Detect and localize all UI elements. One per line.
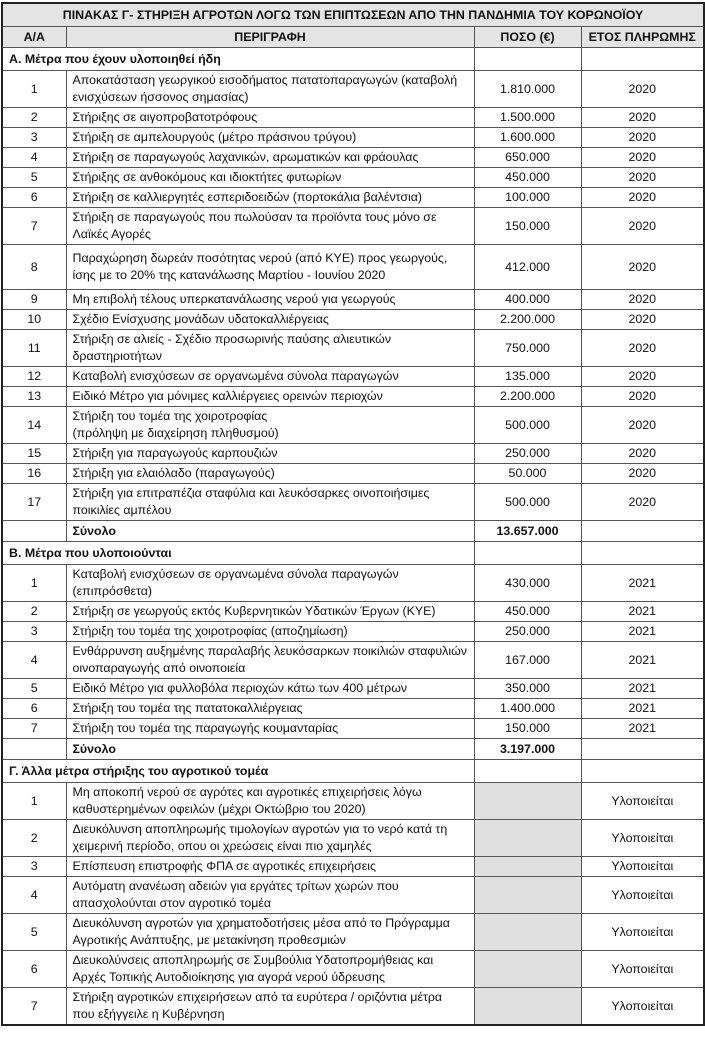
- row-amount: 1.500.000: [474, 108, 581, 128]
- row-amount: 2.200.000: [474, 387, 581, 407]
- table-row: [2, 877, 704, 914]
- row-amount: 1.810.000: [474, 71, 581, 108]
- description-text: Παραχώρηση δωρεάν ποσότητας νερού (από ΚΥΕ) προς γεωργούς, ίσης με το 20% της κατανάλωσης Μαρτίου - Ιουνίου 2020: [72, 251, 448, 282]
- row-description: [66, 820, 474, 857]
- row-number: 5: [2, 679, 66, 699]
- total-amount: 13.657.000: [474, 521, 581, 542]
- row-amount: 500.000: [474, 407, 581, 444]
- description-text: Σχέδιο Ενίσχυσης μονάδων υδατοκαλλιέργειας: [72, 312, 329, 326]
- table-row: [2, 245, 704, 290]
- row-number: 3: [2, 622, 66, 642]
- row-amount: 650.000: [474, 148, 581, 168]
- description-text: Διευκόλυνση αποπληρωμής τιμολογίων αγροτών για το νερό κατά τη χειμερινή περίοδο, οπου οι χρεώσεις είναι πιο χαμηλές: [72, 822, 448, 853]
- row-year: 2021: [581, 602, 704, 622]
- description-text: Στήριξη του τομέα της χοιροτροφίας (αποζημίωση): [72, 624, 348, 638]
- row-description: [66, 877, 474, 914]
- row-number: 1: [2, 565, 66, 602]
- description-text: Μη αποκοπή νερού σε αγρότες και αγροτικές επιχειρήσεις λόγω καθυστερημένων οφειλών (μέχρι Οκτώβριο του 2020): [72, 785, 422, 816]
- row-description: [66, 719, 474, 739]
- row-description: [66, 71, 474, 108]
- row-year: 2021: [581, 679, 704, 699]
- table-row: [2, 290, 704, 310]
- row-number: 17: [2, 484, 66, 521]
- row-year: Υλοποιείται: [581, 877, 704, 914]
- row-year: Υλοποιείται: [581, 820, 704, 857]
- row-amount: 1.400.000: [474, 699, 581, 719]
- table-row: [2, 387, 704, 407]
- row-amount: 150.000: [474, 208, 581, 245]
- table-row: [2, 622, 704, 642]
- row-description: [66, 565, 474, 602]
- row-description: [66, 208, 474, 245]
- row-year: 2020: [581, 245, 704, 290]
- description-text: Διευκολύνσεις αποπληρωμής σε Συμβούλια Υδατοπρομήθειας και Αρχές Τοπικής Αυτοδιοίκησης για αγορά νερού ύδρευσης: [72, 953, 434, 984]
- row-number: 7: [2, 208, 66, 245]
- table-title-row: [2, 3, 704, 27]
- row-description: [66, 407, 474, 444]
- row-amount: 50.000: [474, 464, 581, 484]
- row-amount: 500.000: [474, 484, 581, 521]
- row-amount: 412.000: [474, 245, 581, 290]
- table-row: [2, 699, 704, 719]
- row-description: [66, 290, 474, 310]
- row-number: 6: [2, 188, 66, 208]
- table-row: [2, 108, 704, 128]
- row-description: [66, 988, 474, 1026]
- header-year: ΕΤΟΣ ΠΛΗΡΩΜΗΣ: [581, 27, 704, 48]
- row-amount: 250.000: [474, 444, 581, 464]
- description-text: Στήριξη για επιτραπέζια σταφύλια και λευκόσαρκες οινοποιήσιμες ποικιλίες αμπέλου: [72, 486, 430, 517]
- row-number: 1: [2, 71, 66, 108]
- table-row: [2, 914, 704, 951]
- row-description: [66, 188, 474, 208]
- total-label: Σύνολο: [66, 739, 474, 760]
- row-amount: 2.200.000: [474, 310, 581, 330]
- row-amount: 400.000: [474, 290, 581, 310]
- row-year: 2020: [581, 484, 704, 521]
- row-amount-empty: [474, 951, 581, 988]
- description-text: Αυτόματη ανανέωση αδειών για εργάτες τρίτων χωρών που απασχολούνται στον αγροτικό τομέα: [72, 879, 399, 910]
- description-text: Στήριξη για παραγωγούς καρπουζιών: [72, 446, 278, 460]
- description-text: Καταβολή ενισχύσεων σε οργανωμένα σύνολα παραγωγών (επιπρόσθετα): [72, 567, 399, 598]
- row-number: 9: [2, 290, 66, 310]
- table-row: [2, 407, 704, 444]
- description-text: Μη επιβολή τέλους υπερκατανάλωσης νερού για γεωργούς: [72, 292, 396, 306]
- header-aa: Α/Α: [2, 27, 66, 48]
- header-amount: ΠΟΣΟ (€): [474, 27, 581, 48]
- section-header-row: [2, 542, 704, 565]
- description-text: Επίσπευση επιστροφής ΦΠΑ σε αγροτικές επιχειρήσεις: [72, 859, 377, 873]
- description-text: Στήριξη του τομέα της χοιροτροφίας: [72, 409, 268, 423]
- row-description: [66, 108, 474, 128]
- row-amount: 430.000: [474, 565, 581, 602]
- table-row: [2, 444, 704, 464]
- total-number-empty: [2, 739, 66, 760]
- description-text-line2: (πρόληψη με διαχείρηση πληθυσμού): [72, 426, 279, 440]
- total-year-empty: [581, 521, 704, 542]
- section-title: Γ. Άλλα μέτρα στήριξης του αγροτικού τομέα: [2, 760, 474, 783]
- row-description: [66, 168, 474, 188]
- row-year: 2020: [581, 208, 704, 245]
- row-number: 14: [2, 407, 66, 444]
- table-title: ΠΙΝΑΚΑΣ Γ- ΣΤΗΡΙΞΗ ΑΓΡΟΤΩΝ ΛΟΓΩ ΤΩΝ ΕΠΙΠΤΩΣΕΩΝ ΑΠΟ ΤΗΝ ΠΑΝΔΗΜΙΑ ΤΟΥ ΚΟΡΩΝΟΪΟΥ: [2, 3, 704, 27]
- total-number-empty: [2, 521, 66, 542]
- row-description: [66, 602, 474, 622]
- row-number: 2: [2, 108, 66, 128]
- row-amount: 100.000: [474, 188, 581, 208]
- section-title: Α. Μέτρα που έχουν υλοποιηθεί ήδη: [2, 48, 474, 71]
- description-text: Στήριξη σε παραγωγούς που πωλούσαν τα προϊόντα τους μόνο σε Λαϊκές Αγορές: [72, 210, 437, 241]
- table-row: [2, 642, 704, 679]
- row-number: 15: [2, 444, 66, 464]
- row-description: [66, 914, 474, 951]
- table-row: [2, 857, 704, 877]
- row-number: 6: [2, 951, 66, 988]
- row-number: 13: [2, 387, 66, 407]
- row-amount: 1.600.000: [474, 128, 581, 148]
- row-number: 2: [2, 602, 66, 622]
- row-year: 2021: [581, 565, 704, 602]
- row-year: 2020: [581, 387, 704, 407]
- description-text: Στήριξη του τομέα της παραγωγής κουμανταρίας: [72, 721, 339, 735]
- section-year-empty: [581, 48, 704, 71]
- row-description: [66, 330, 474, 367]
- section-header-row: [2, 760, 704, 783]
- description-text: Ειδικό Μέτρο για φυλλοβόλα περιοχών κάτω των 400 μέτρων: [72, 681, 408, 695]
- row-year: 2020: [581, 330, 704, 367]
- row-number: 6: [2, 699, 66, 719]
- row-number: 16: [2, 464, 66, 484]
- row-number: 1: [2, 783, 66, 820]
- table-row: [2, 464, 704, 484]
- description-text: Στήριξη σε αμπελουργούς (μέτρο πράσινου τρύγου): [72, 130, 357, 144]
- row-description: [66, 245, 474, 290]
- table-row: [2, 484, 704, 521]
- row-amount-empty: [474, 783, 581, 820]
- row-number: 12: [2, 367, 66, 387]
- total-amount: 3.197.000: [474, 739, 581, 760]
- table-row: [2, 988, 704, 1026]
- row-number: 3: [2, 857, 66, 877]
- row-year: 2020: [581, 71, 704, 108]
- row-description: [66, 128, 474, 148]
- table-row: [2, 820, 704, 857]
- row-description: [66, 699, 474, 719]
- row-year: 2020: [581, 367, 704, 387]
- row-number: 7: [2, 988, 66, 1026]
- table-row: [2, 565, 704, 602]
- row-year: 2020: [581, 407, 704, 444]
- table-row: [2, 208, 704, 245]
- description-text: Στήριξη του τομέα της πατατοκαλλιέργειας: [72, 701, 303, 715]
- row-number: 11: [2, 330, 66, 367]
- row-year: Υλοποιείται: [581, 857, 704, 877]
- description-text: Διευκόλυνση αγροτών για χρηματοδοτήσεις μέσα από το Πρόγραμμα Αγροτικής Ανάπτυξης, με μετακίνηση προθεσμιών: [72, 916, 450, 947]
- row-amount: 750.000: [474, 330, 581, 367]
- description-text: Στήριξη σε αλιείς - Σχέδιο προσωρινής παύσης αλιευτικών δραστηριοτήτων: [72, 332, 392, 363]
- row-number: 5: [2, 168, 66, 188]
- row-number: 7: [2, 719, 66, 739]
- description-text: Στήριξη για ελαιόλαδο (παραγωγούς): [72, 466, 275, 480]
- row-amount: 135.000: [474, 367, 581, 387]
- row-description: [66, 484, 474, 521]
- table-row: [2, 951, 704, 988]
- total-label: Σύνολο: [66, 521, 474, 542]
- row-amount: 450.000: [474, 602, 581, 622]
- table-row: [2, 148, 704, 168]
- row-year: 2020: [581, 444, 704, 464]
- description-text: Ενθάρρυνση αυξημένης παραλαβής λευκόσαρκων ποικιλιών σταφυλιών οινοπαραγωγής από οινοποιεία: [72, 644, 467, 675]
- description-text: Ειδικό Μέτρο για μόνιμες καλλιέργειες ορεινών περιοχών: [72, 389, 383, 403]
- row-year: 2020: [581, 148, 704, 168]
- table-row: [2, 310, 704, 330]
- row-year: 2020: [581, 310, 704, 330]
- table-row: [2, 367, 704, 387]
- row-description: [66, 622, 474, 642]
- row-year: Υλοποιείται: [581, 988, 704, 1026]
- section-amount-empty: [474, 48, 581, 71]
- table-row: [2, 602, 704, 622]
- row-description: [66, 444, 474, 464]
- row-amount: 150.000: [474, 719, 581, 739]
- row-year: 2020: [581, 128, 704, 148]
- description-text: Στήριξη σε παραγωγούς λαχανικών, αρωματικών και φράουλας: [72, 150, 419, 164]
- row-year: 2020: [581, 108, 704, 128]
- description-text: Στήριξης σε αιγοπροβατοτρόφους: [72, 110, 258, 124]
- row-number: 4: [2, 642, 66, 679]
- row-description: [66, 310, 474, 330]
- row-year: 2021: [581, 699, 704, 719]
- table-row: [2, 168, 704, 188]
- row-amount: 350.000: [474, 679, 581, 699]
- table-row: [2, 128, 704, 148]
- row-description: [66, 387, 474, 407]
- table-row: [2, 679, 704, 699]
- row-amount: 167.000: [474, 642, 581, 679]
- row-amount: 250.000: [474, 622, 581, 642]
- table-row: [2, 719, 704, 739]
- row-amount-empty: [474, 988, 581, 1026]
- row-number: 10: [2, 310, 66, 330]
- row-amount-empty: [474, 820, 581, 857]
- row-year: 2021: [581, 719, 704, 739]
- row-amount-empty: [474, 914, 581, 951]
- column-header-row: [2, 27, 704, 48]
- row-number: 3: [2, 128, 66, 148]
- table-row: [2, 188, 704, 208]
- description-text: Στήριξη αγροτικών επιχειρήσεων από τα ευρύτερα / οριζόντια μέτρα που εξήγγειλε η Κυβέρνηση: [72, 990, 443, 1021]
- row-year: 2020: [581, 188, 704, 208]
- table-row: [2, 330, 704, 367]
- total-row: [2, 739, 704, 760]
- row-year: 2021: [581, 642, 704, 679]
- row-year: Υλοποιείται: [581, 783, 704, 820]
- row-description: [66, 951, 474, 988]
- row-year: Υλοποιείται: [581, 914, 704, 951]
- row-number: 5: [2, 914, 66, 951]
- header-description: ΠΕΡΙΓΡΑΦΗ: [66, 27, 474, 48]
- support-measures-table: [1, 2, 705, 1026]
- row-amount-empty: [474, 877, 581, 914]
- description-text: Καταβολή ενισχύσεων σε οργανωμένα σύνολα παραγωγών: [72, 369, 399, 383]
- row-description: [66, 679, 474, 699]
- row-description: [66, 642, 474, 679]
- total-row: [2, 521, 704, 542]
- row-number: 4: [2, 877, 66, 914]
- section-year-empty: [581, 760, 704, 783]
- row-year: 2021: [581, 622, 704, 642]
- description-text: Στήριξη σε γεωργούς εκτός Κυβερνητικών Υδατικών Έργων (ΚΥΕ): [72, 604, 436, 618]
- table-row: [2, 71, 704, 108]
- section-year-empty: [581, 542, 704, 565]
- description-text: Στήριξης σε ανθοκόμους και ιδιοκτήτες φυτωρίων: [72, 170, 342, 184]
- row-amount-empty: [474, 857, 581, 877]
- total-year-empty: [581, 739, 704, 760]
- description-text: Αποκατάσταση γεωργικού εισοδήματος πατατοπαραγωγών (καταβολή ενισχύσεων ήσσονος σημασίας): [72, 73, 458, 104]
- row-year: Υλοποιείται: [581, 951, 704, 988]
- row-description: [66, 464, 474, 484]
- row-year: 2020: [581, 464, 704, 484]
- table-row: [2, 783, 704, 820]
- row-number: 2: [2, 820, 66, 857]
- row-description: [66, 148, 474, 168]
- row-number: 4: [2, 148, 66, 168]
- row-year: 2020: [581, 290, 704, 310]
- row-description: [66, 857, 474, 877]
- row-description: [66, 367, 474, 387]
- row-number: 8: [2, 245, 66, 290]
- section-header-row: [2, 48, 704, 71]
- row-year: 2020: [581, 168, 704, 188]
- row-description: [66, 783, 474, 820]
- row-amount: 450.000: [474, 168, 581, 188]
- description-text: Στήριξη σε καλλιεργητές εσπεριδοειδών (πορτοκάλια βαλέντσια): [72, 190, 423, 204]
- section-amount-empty: [474, 760, 581, 783]
- section-amount-empty: [474, 542, 581, 565]
- section-title: Β. Μέτρα που υλοποιούνται: [2, 542, 474, 565]
